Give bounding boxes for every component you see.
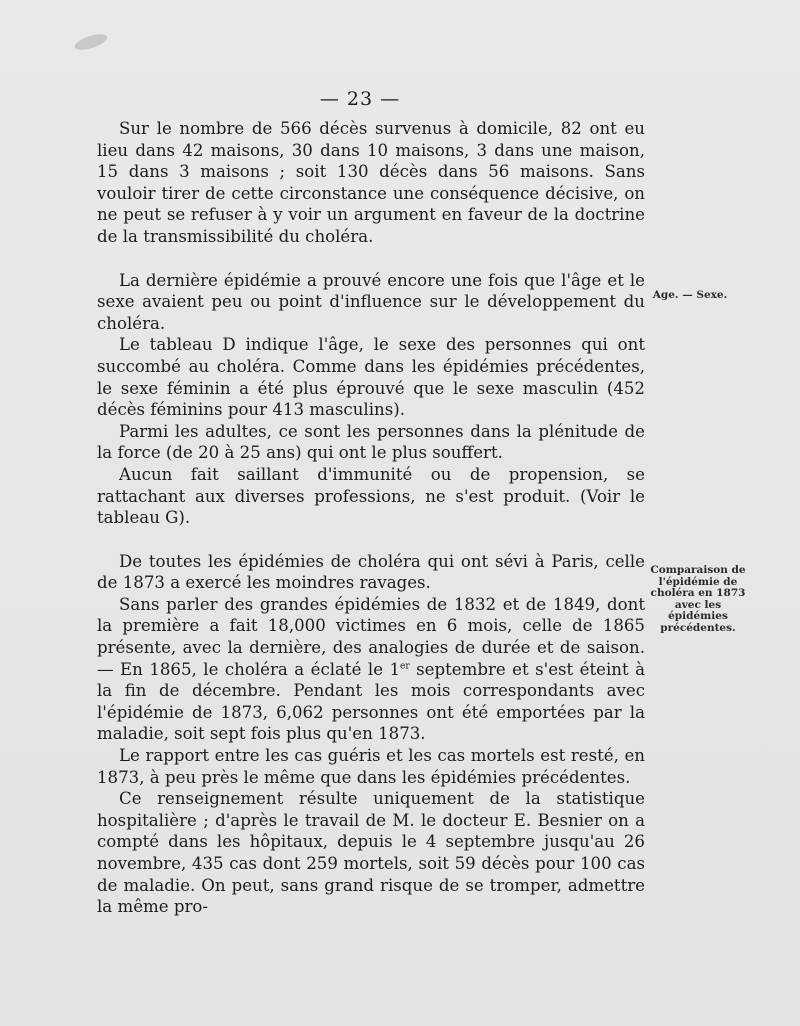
margin-note-age-sexe: Age. — Sexe.	[652, 289, 728, 301]
superscript-er: er	[400, 661, 410, 672]
paragraph-professions: Aucun fait saillant d'immunité ou de propension, se rattachant aux diverses professions, ne s'est produit. (Voir le tableau G).	[97, 464, 645, 528]
paragraph-1865-comparison	[97, 594, 645, 745]
paragraph-1865-part2: septembre et s'est éteint à la fin de décembre. Pendant les mois correspondants avec l'épidémie de 1873, 6,062 personnes ont été emportées par la maladie, soit sept fois plus qu'en 1873.	[97, 659, 645, 744]
paragraph-paris-epidemics: De toutes les épidémies de choléra qui ont sévi à Paris, celle de 1873 a exercé les moindres ravages.	[97, 551, 645, 593]
paragraph-domicile-deaths: Sur le nombre de 566 décès survenus à domicile, 82 ont eu lieu dans 42 maisons, 30 dans 10 maisons, 3 dans une maison, 15 dans 3 maisons ; soit 130 décès dans 56 maisons. Sans vouloir tirer de cette circonstance une conséquence décisive, on ne peut se refuser à y voir un argument en faveur de la doctrine de la transmissibilité du choléra.	[97, 119, 645, 246]
ink-smudge	[73, 31, 109, 53]
paragraph-age-sex-intro: La dernière épidémie a prouvé encore une fois que l'âge et le sexe avaient peu ou point d'influence sur le développement du choléra.	[97, 270, 645, 333]
paragraph-1865-part1: Sans parler des grandes épidémies de 1832 et de 1849, dont la première a fait 18,000 victimes en 6 mois, celle de 1865 présente, avec la dernière, des analogies de durée et de saison. — En 1865, le choléra a éclaté le 1	[97, 594, 645, 679]
body-text	[97, 118, 645, 918]
paragraph-hospital-stats: Ce renseignement résulte uniquement de la statistique hospitalière ; d'après le travail de M. le docteur E. Besnier on a compté dans les hôpitaux, depuis le 4 septembre jusqu'au 26 novembre, 435 cas dont 259 mortels, soit 59 décès pour 100 cas de maladie. On peut, sans grand risque de se tromper, admettre la même pro-	[97, 789, 645, 917]
paragraph-recovery-ratio: Le rapport entre les cas guéris et les cas mortels est resté, en 1873, à peu près le même que dans les épidémies précédentes.	[97, 746, 645, 787]
margin-note-comparaison: Comparaison de l'épidémie de choléra en 1873 avec les épidémies précédentes.	[650, 564, 746, 634]
paragraph-adults: Parmi les adultes, ce sont les personnes dans la plénitude de la force (de 20 à 25 ans) qui ont le plus souffert.	[97, 421, 645, 463]
paragraph-tableau-d: Le tableau D indique l'âge, le sexe des personnes qui ont succombé au choléra. Comme dans les épidémies précédentes, le sexe féminin a été plus éprouvé que le sexe masculin (452 décès féminins pour 413 masculins).	[97, 335, 645, 420]
page-number: — 23 —	[319, 88, 401, 110]
